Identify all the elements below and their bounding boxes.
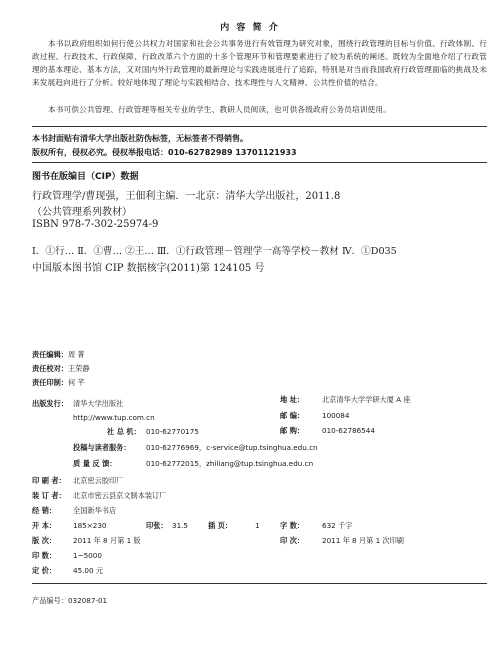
binder-label: 装 订 者： bbox=[32, 491, 66, 500]
print-manager-label: 责任印制： bbox=[32, 378, 68, 387]
footer-rule bbox=[32, 583, 487, 584]
binder-value: 北京市密云县京文制本装订厂 bbox=[73, 491, 167, 500]
mail-order-label: 邮 购： bbox=[280, 426, 305, 435]
quality-feedback-label: 质 量 反 馈： bbox=[73, 459, 117, 468]
product-code-label: 产品编号： bbox=[32, 596, 68, 605]
printer-label: 印 刷 者： bbox=[32, 476, 66, 485]
printer-value: 北京密云胶印厂 bbox=[73, 476, 124, 485]
cip-title-line: 行政管理学/曹现强，王佃利主编．一北京：清华大学出版社，2011.8 bbox=[32, 191, 341, 202]
notice-rule-top bbox=[32, 126, 487, 127]
word-count-label: 字 数： bbox=[280, 521, 305, 530]
anti-counterfeit-notice: 本书封面贴有清华大学出版社防伪标签，无标签者不得销售。 bbox=[32, 134, 248, 143]
cip-classification-line: Ⅰ．①行… Ⅱ．①曹… ②王… Ⅲ．①行政管理－管理学一高等学校－教材 Ⅳ．①D035 bbox=[32, 246, 397, 257]
distributor-label: 经 销： bbox=[32, 506, 57, 515]
address-label: 地 址： bbox=[280, 395, 305, 404]
postcode-label: 邮 编： bbox=[280, 411, 305, 420]
publisher-name: 清华大学出版社 bbox=[73, 399, 124, 408]
cip-heading: 图书在版编目（CIP）数据 bbox=[32, 172, 139, 182]
impression-label: 印 次： bbox=[280, 536, 305, 545]
product-code bbox=[32, 596, 107, 606]
cip-record-line: 中国版本图书馆 CIP 数据核字(2011)第 124105 号 bbox=[32, 263, 265, 274]
print-manager-row bbox=[32, 378, 85, 388]
print-manager-value: 何 芊 bbox=[67, 378, 85, 387]
product-code-value: 032087-01 bbox=[67, 596, 108, 605]
sheets-value: 31.5 bbox=[172, 521, 189, 530]
notice-rule-bottom bbox=[32, 162, 487, 163]
mail-order-value: 010-62786544 bbox=[322, 426, 375, 435]
print-run-value: 1~5000 bbox=[73, 551, 102, 560]
price-value: 45.00 元 bbox=[73, 566, 104, 575]
editor-value: 周 菁 bbox=[67, 350, 85, 359]
address-value: 北京清华大学学研大厦 A 座 bbox=[322, 395, 411, 404]
publisher-url: http://www.tup.com.cn bbox=[73, 413, 155, 422]
editor-row bbox=[32, 350, 85, 360]
cip-series-line: （公共管理系列教材） bbox=[32, 207, 132, 218]
proofreader-label: 责任校对： bbox=[32, 364, 68, 373]
postcode-value: 100084 bbox=[322, 411, 350, 420]
contribution-value: 010-62776969，c-service@tup.tsinghua.edu.cn bbox=[146, 443, 318, 452]
switchboard-value: 010-62770175 bbox=[146, 427, 199, 436]
edition-label: 版 次： bbox=[32, 536, 57, 545]
contribution-label: 投稿与读者服务： bbox=[73, 443, 131, 452]
word-count-value: 632 千字 bbox=[322, 521, 353, 530]
proofreader-row bbox=[32, 364, 90, 374]
intro-paragraph-1: 本书以政府组织如何行使公共权力对国家和社会公共事务进行有效管理为研究对象，围绕行政管理的目标与价值、行政体制、行政过程、行政技术、行政保障、行政改革六个方面的十多个管理环节和管理要素进行了较为系统的阐述。既较为全面地介绍了行政管理的基本理论、基本方法，又对国内外行政管理的最新理论与实践进展进行了追踪，特别是对当前我国政府行政管理面临的挑战及未来发展趋向进行了分析。较好地体现了理论与实践相结合、技术理性与人文精神、公共性价值的结合。 bbox=[32, 39, 487, 87]
intro-title: 内 容 简 介 bbox=[220, 23, 280, 33]
plates-value: 1 bbox=[255, 521, 260, 530]
copyright-notice: 版权所有，侵权必究。侵权举报电话：010-62782989 13701121933 bbox=[32, 148, 297, 157]
sheets-label: 印张： bbox=[146, 521, 168, 530]
intro-paragraph-2: 本书可供公共管理、行政管理等相关专业的学生、教研人员阅读，也可供各级政府公务员培训使用。 bbox=[48, 105, 391, 114]
publisher-label: 出版发行： bbox=[32, 399, 68, 408]
format-label: 开 本： bbox=[32, 521, 57, 530]
distributor-value: 全国新华书店 bbox=[73, 506, 117, 515]
price-label: 定 价： bbox=[32, 566, 57, 575]
cip-isbn-line: ISBN 978-7-302-25974-9 bbox=[32, 219, 159, 230]
format-value: 185×230 bbox=[73, 521, 107, 530]
print-run-label: 印 数： bbox=[32, 551, 57, 560]
edition-value: 2011 年 8 月第 1 版 bbox=[73, 536, 141, 545]
impression-value: 2011 年 8 月第 1 次印刷 bbox=[322, 536, 404, 545]
editor-label: 责任编辑： bbox=[32, 350, 68, 359]
switchboard-label: 社 总 机： bbox=[107, 427, 141, 436]
quality-feedback-value: 010-62772015，zhiliang@tup.tsinghua.edu.cn bbox=[146, 459, 314, 468]
plates-label: 插 页： bbox=[208, 521, 233, 530]
proofreader-value: 王荣静 bbox=[67, 364, 90, 373]
